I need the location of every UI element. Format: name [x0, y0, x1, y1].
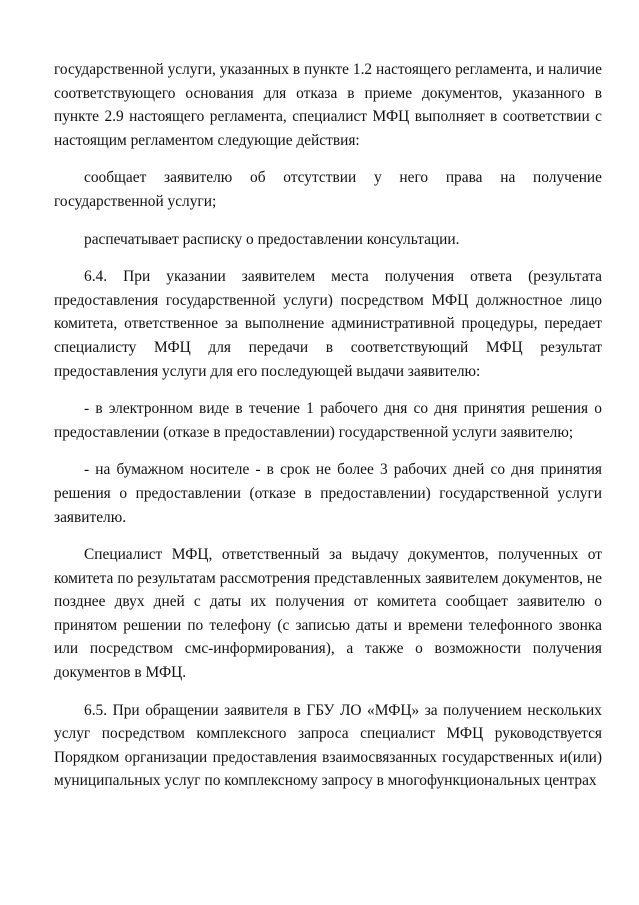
page-number-mark — [300, 0, 340, 6]
paragraph-prints-receipt: распечатывает расписку о предоставлении консультации. — [84, 230, 460, 248]
paragraph-paper-form: - на бумажном носителе - в срок не более 3 рабочих дней со дня принятия решения о предоставлении (отказе в предоставлении) государственной услуги заявителю. — [54, 461, 602, 526]
paragraph-informs-applicant: сообщает заявителю об отсутствии у него права на получение государственной услуги; — [54, 169, 602, 210]
paragraph-mfc-specialist: Специалист МФЦ, ответственный за выдачу документов, полученных от комитета по результатам рассмотрения представленных заявителем документов, не позднее двух дней с даты их получения от комитета сообщает заявителю о принятом решении по телефону (с записью даты и времени телефонного звонка или посредством смс-информирования), а также о возможности получения документов в МФЦ. — [54, 546, 602, 682]
paragraph-continuation: государственной услуги, указанных в пункте 1.2 настоящего регламента, и наличие соответствующего основания для отказа в приеме документов, указанного в пункте 2.9 настоящего регламента, специалист МФЦ выполняет в соответствии с настоящим регламентом следующие действия: — [54, 61, 602, 149]
document-body — [54, 58, 602, 807]
paragraph-6-5: 6.5. При обращении заявителя в ГБУ ЛО «МФЦ» за получением нескольких услуг посредством комплексного запроса специалист МФЦ руководствуется Порядком организации предоставления взаимосвязанных государственных и(или) муниципальных услуг по комплексному запросу в многофункциональных центрах — [54, 701, 602, 790]
paragraph-electronic-form: - в электронном виде в течение 1 рабочего дня со дня принятия решения о предоставлении (отказе в предоставлении) государственной услуги заявителю; — [54, 400, 602, 441]
paragraph-6-4: 6.4. При указании заявителем места получения ответа (результата предоставления государственной услуги) посредством МФЦ должностное лицо комитета, ответственное за выполнение административной процедуры, передает специалисту МФЦ для передачи в соответствующий МФЦ результат предоставления услуги для его последующей выдачи заявителю: — [54, 268, 602, 380]
